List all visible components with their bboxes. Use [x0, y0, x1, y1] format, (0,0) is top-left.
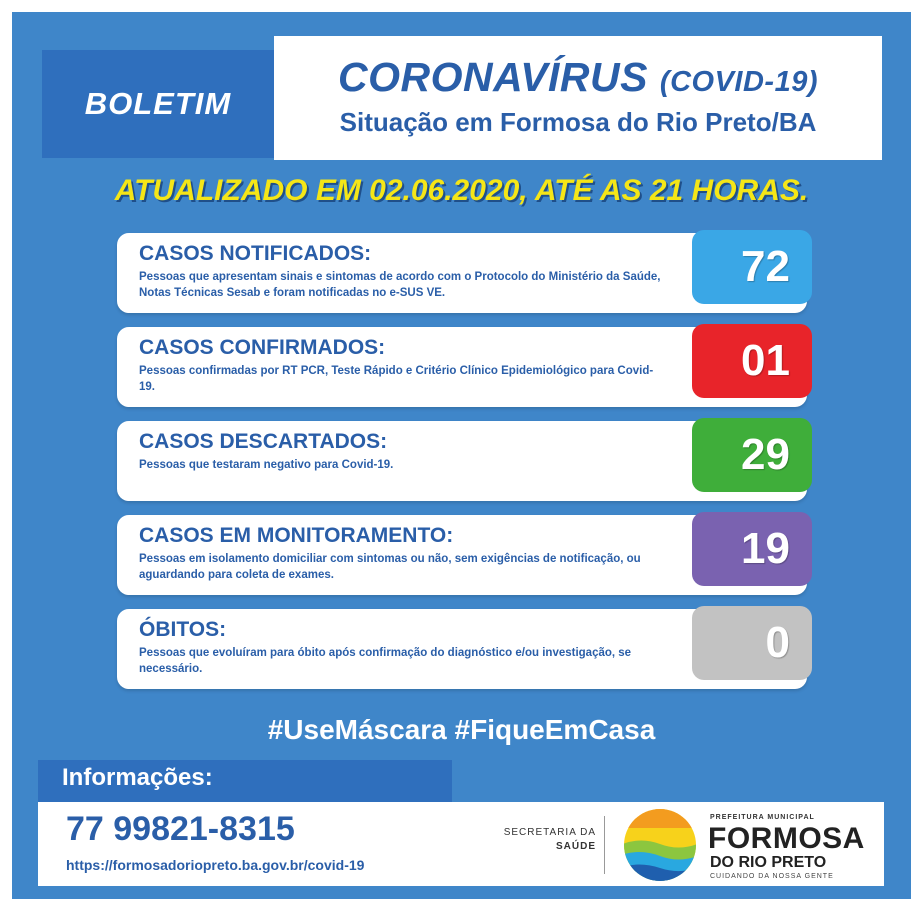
- value-badge: 01: [692, 324, 812, 398]
- brand-name: FORMOSA: [708, 822, 865, 855]
- info-box: [38, 802, 884, 886]
- value-badge: 29: [692, 418, 812, 492]
- card-description: Pessoas que apresentam sinais e sintomas de acordo com o Protocolo do Ministério da Saúde, Notas Técnicas Sesab e foram notificadas no e-SUS VE.: [139, 271, 661, 299]
- card-description: Pessoas que evoluíram para óbito após confirmação do diagnóstico e/ou investigação, se necessário.: [139, 647, 632, 675]
- card-description: Pessoas confirmadas por RT PCR, Teste Rápido e Critério Clínico Epidemiológico para Covid-19.: [139, 365, 654, 393]
- title-text: CORONAVÍRUS: [338, 54, 648, 100]
- card-monitoramento: [117, 515, 807, 595]
- card-obitos: [117, 609, 807, 689]
- logo-divider: [604, 816, 605, 874]
- value-badge: 0: [692, 606, 812, 680]
- info-label: Informações:: [62, 764, 213, 791]
- card-title: CASOS EM MONITORAMENTO:: [139, 524, 454, 547]
- boletim-label-box: [42, 50, 274, 158]
- card-notificados: [117, 233, 807, 313]
- card-description: Pessoas que testaram negativo para Covid-19.: [139, 459, 394, 471]
- hashtags: #UseMáscara #FiqueEmCasa: [267, 714, 656, 745]
- value-badge: 19: [692, 512, 812, 586]
- updated-timestamp: ATUALIZADO EM 02.06.2020, ATÉ AS 21 HORAS.: [114, 174, 809, 207]
- header-title-box: [274, 36, 882, 160]
- sun-wave-logo-icon: [618, 806, 702, 884]
- card-confirmados: [117, 327, 807, 407]
- card-title: CASOS DESCARTADOS:: [139, 430, 388, 453]
- card-title: ÓBITOS:: [139, 618, 227, 641]
- phone-number[interactable]: 77 99821-8315: [66, 810, 295, 848]
- brand-slogan: CUIDANDO DA NOSSA GENTE: [710, 873, 834, 880]
- covid-page-link[interactable]: https://formosadoriopreto.ba.gov.br/covid-19: [66, 857, 365, 873]
- brand-name-2: DO RIO PRETO: [710, 854, 827, 871]
- boletim-label: BOLETIM: [84, 86, 232, 121]
- value-badge: 72: [692, 230, 812, 304]
- card-title: CASOS NOTIFICADOS:: [139, 242, 372, 265]
- page-title: [274, 54, 882, 101]
- card-title: CASOS CONFIRMADOS:: [139, 336, 386, 359]
- covid-bulletin-poster: [12, 12, 911, 899]
- secretaria-line2: SAÚDE: [555, 841, 596, 852]
- secretaria-saude-label: [456, 826, 596, 854]
- secretaria-line1: SECRETARIA DA: [503, 827, 596, 838]
- brand-prefeitura: PREFEITURA MUNICIPAL: [710, 814, 815, 821]
- card-descartados: [117, 421, 807, 501]
- page-subtitle: Situação em Formosa do Rio Preto/BA: [339, 107, 817, 137]
- card-description: Pessoas em isolamento domiciliar com sintomas ou não, sem exigências de notificação, ou aguardando para coleta de exames.: [139, 553, 641, 581]
- title-suffix: (COVID-19): [659, 66, 818, 98]
